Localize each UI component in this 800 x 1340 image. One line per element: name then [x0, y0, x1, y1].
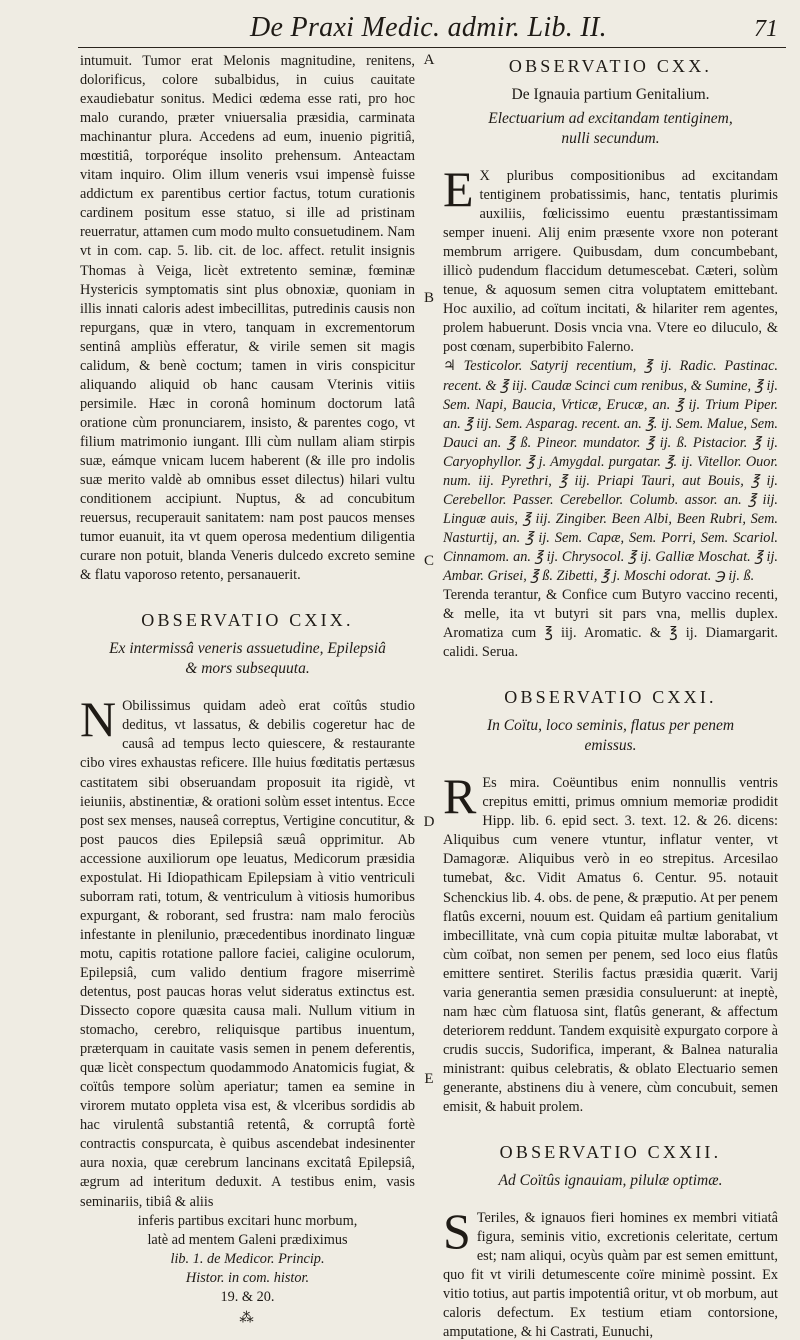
observation-122-text: Teriles, & ignauos fieri homines ex membri vitiatâ figura, seminis vitio, excretionis celeritate, certum est; nam aliqui, ocyùs quàm par est semen emittunt, quo fit vt virili detumescente coïre minimè possint. Ex vitio totius, aut partis impotentiâ oritur, vt ob morbum, aut caloris defectum. Ex testium etiam contorsione, amputatione, & hi Castrati, Eunuchi, [443, 1210, 778, 1340]
observation-121-subtitle-line1: In Coïtu, loco seminis, flatus per penem [486, 717, 735, 735]
observation-120-body [443, 161, 778, 357]
observation-122-dropcap: S [443, 1203, 471, 1260]
observation-120-text: X pluribus compositionibus ad excitandam tentiginem probatissimis, hanc, tentatis plurimis auxiliis, fœlicissimo euentu præstantissimam semper inueni. Alij enim præsente vxore non poterant membrum arrigere. Quibusdam, dum concumbebant, illicò pudendum flaccidum detumescebat. Cæteri, solùm tenue, & aquosum semen citra voluptatem emittebant. Hoc auxilio, ad coïtum incitati, & hilariter rem agentes, prolem habuerunt. Dosis vncia vna. Vtere eo diluculo, & post cœnam, superbibito Falerno. [443, 168, 778, 356]
observation-121-subtitle-line2: emissus. [584, 737, 637, 755]
running-head: De Praxi Medic. admir. Lib. II. [250, 12, 607, 43]
observation-121-body [443, 768, 778, 1117]
observation-120-subtitle-line1: Electuarium ad excitandam tentiginem, [488, 110, 733, 127]
margin-letter-c: C [423, 553, 434, 569]
margin-letter-a: A [423, 52, 435, 68]
citation-line-4: Histor. in com. histor. [185, 1269, 310, 1286]
citation-line-3: lib. 1. de Medicor. Princip. [170, 1250, 325, 1267]
citation-line-1: inferis partibus excitari hunc morbum, [137, 1212, 358, 1229]
observation-120-heading: OBSERVATIO CXX. [508, 56, 713, 76]
observation-119-body [80, 691, 415, 1211]
observation-119-subtitle-line1: Ex intermissâ veneris assuetudine, Epilepsiâ [109, 640, 386, 658]
observation-119-subtitle-line2: & mors subsequuta. [185, 660, 310, 678]
observation-122-heading: OBSERVATIO CXXII. [499, 1142, 722, 1163]
page-number: 71 [754, 16, 778, 42]
observation-119-citation [80, 1212, 415, 1307]
observation-122-subtitle: Ad Coïtûs ignauiam, pilulæ optimæ. [498, 1172, 723, 1190]
left-column [80, 52, 415, 1328]
observation-119-text: Obilissimus quidam adeò erat coïtûs studio deditus, vt lassatus, & debilis cogeretur hac de causâ ad tempus lecto quiescere, & restaurante cibo vires exhaustas reficere. Ille huius fœditatis pertæsus castitatem sibi obseruandam proposuit ita rigidè, vt ieiuniis, abstinentiæ, & orationi solùm esset intentus. Ecce post sex menses, nauseâ correptus, Vertigine concutitur, & post paucos dies Epilepsiâ sæuâ opprimitur. Ab accessione auxiliorum ope leuatus, Medicorum præsidia expostulat. Hi Idiopathicam Epilepsiam à vitio ventriculi suborram rati, totum, & ventriculum à vitiosis humoribus expurgant, & roborant, sed frustra: nam malo ferociùs infestante in plenilunio, præcedentibus inordinato linguæ motu, capitis rotatione pallore faciei, caligine oculorum, Epilepsiâ, cum valido dentium fragore miserrimè detentus, post paucas horas velut sideratus extinctus est. Dissecto copore quæsita causa mali. Nullum vitium in stomacho, cerebro, reliquisque partibus inuentum, præterquam in cauitate vasis semen in penem deferentis, quæ licèt conspectum quodammodo Anatomicis fugiat, & coïtûs tempore solùm aperiatur; tamen ea semine in virorem mutato oppleta visa est, & vlceribus sordidis ab hac virulentâ substantiâ retentâ, & corruptâ fortè contractis conspurcata, è quibus ascendebat indesinenter aura noxia, quæ cerebrum lancinans excitatâ Epilepsiâ, ægrum ad interitum deduxit. A testibus enim, vasis seminariis, tibiâ & aliis [80, 698, 415, 1210]
observation-120-directions: Terenda terantur, & Confice cum Butyro vaccino recenti, & melle, ita vt butyri sit pars vna, mellis duplex. Aromatiza cum ℥ iij. Aromatic. & ℥ ij. Diamargarit. calidi. Serua. [443, 587, 778, 661]
right-column [443, 52, 778, 1340]
observation-121-dropcap: R [443, 768, 477, 825]
observation-120-dropcap: E [443, 161, 474, 217]
observation-119-subtitle [80, 639, 415, 679]
observation-120-title: De Ignauia partium Genitalium. [511, 86, 710, 103]
margin-letter-d: D [423, 814, 435, 830]
observation-119-heading: OBSERVATIO CXIX. [141, 610, 354, 631]
observation-121-heading: OBSERVATIO CXXI. [504, 687, 717, 708]
observation-122-body [443, 1203, 778, 1340]
header-rule [78, 47, 786, 48]
observation-119-dropcap: N [80, 691, 117, 748]
observation-120-subtitle-line2: nulli secundum. [561, 130, 660, 147]
margin-letter-b: B [423, 290, 434, 306]
observation-120-recipe: ♃ Testicolor. Satyrij recentium, ℥ ij. Radic. Pastinac. recent. & ℥ iij. Caudæ Scinci cum renibus, & Sumine, ℥ ij. Sem. Napi, Baucia, Vrticæ, Erucæ, an. ℥ ij. Trium Piper. an. ℥ iij. Sem. Asparag. recent. an. ℥. ij. Sem. Malue, Sem. Dauci an. ℥ ß. Pineor. mundator. ℥ ij. ß. Pistacior. ℥ ij. Caryophyllor. ℥ j. Amygdal. purgatar. ℥. ij. Vitellor. Ouor. num. iij. Pyrethri, ℥ iij. Priapi Tauri, aut Bouis, ℥ ij. Cerebellor. Passer. Cerebellor. Columb. assor. an. ℥ iij. Linguæ auis, ℥ iij. Zingiber. Been Albi, Been Rubri, Sem. Nasturtij, an. ℥ ij. Sem. Capæ, Sem. Porri, Sem. Scariol. Cinnamom. an. ℥ ij. Chrysocol. ℥ ij. Galliæ Moschat. ℥ ij. Ambar. Grisei, ℥ ß. Zibetti, ℥ j. Moschi odorat. ℈ ij. ß. [443, 358, 778, 584]
asterism-ornament: ⁂ [239, 1309, 256, 1326]
citation-line-2: latè ad mentem Galeni prædiximus [147, 1231, 348, 1248]
margin-letter-e: E [424, 1071, 434, 1087]
continuation-paragraph: intumuit. Tumor erat Melonis magnitudine, renitens, dolorificus, colore subalbidus, in cuius cauitate exaudiebatur sonitus. Medici œdema esse rati, pro hoc malo curando, præter vniuersalia præsidia, carminata machinantur plura. Accedens ad eum, inuenio pigritiâ, mœstitiâ, torporéque insolito prehensum. Anteactam vitam inquiro. Olim illum veneris vsui impensè fuisse addictum ex parentibus certior factus, totum curationis cardinem positum esse statuo, si ille ad pristinam reuerratur, attamen cum modo multo consuetudinem. Nam vt in com. cap. 5. lib. cit. de loc. affect. retulit insignis Thomas à Veiga, licèt extretento seminæ, fœminæ Hystericis symptomatis sint plus obnoxiæ, quoniam in illis innati caloris adest imbecillitas, putredinis causis non repurgans, quæ in vtero, tanquam in excrementorum sentinâ ampliùs efferatur, & virile semen sit magis calidum, & benè coctum; tamen in viris conspicitur aliquando aliquid ob hanc causam Vterinis vitiis persimile. Hæc in coronâ hominum doctorum latâ oratione cùm pronunciarem, insisto, & parentes cogo, vt filium matrimonio iungant. Illi cùm nullam aliam stirpis suæ, eámque vnicam lucem haberent (& ille pro indolis suæ merito valdè ab omnibus esset dilectus) hilari vultu conditionem accipiunt. Nuptus, & ad concubitum reuersus, recuperauit sanitatem: nam post paucos menses tumor euanuit, ita vt quem operosa medentium diligentia curare non potuit, blanda Veneris dulcedo excreto semine & flatu vaporoso retento, persanauerit. [80, 53, 415, 584]
citation-line-5: 19. & 20. [220, 1288, 275, 1305]
observation-120-subtitle [443, 109, 778, 149]
observation-121-subtitle [443, 716, 778, 756]
observation-121-text: Es mira. Coëuntibus enim nonnullis ventris crepitus emitti, primus omnium memoriæ prodidit Hipp. lib. 6. epid sect. 3. text. 12. & 26. dicens: Aliquibus cum venere vtuntur, inflatur venter, vt Damagoræ. Aliquibus verò in eo strepitus. Arcesilao tumebat, &c. Vidit Amatus 6. Centur. 95. notauit Schenckius lib. 4. obs. de pene, & præputio. At per penem flatûs excerni, nouum est. Quidam eâ partium genitalium imbecillitate, vnà cum copia pituitæ multæ laborabat, vt cùm coïbat, non semen per penem, sed loco eius flatûs emittere sentiret. Sterilis factus præsidia quærit. Varij varia generantia semen præsidia consuluerunt: at ineptè, nam hæc cùm flatuosa sint, flatûs generant, & affectum deteriorem reddunt. Tandem exquisitè expurgato corpore à crudis succis, Sudorifica, imperant, & Balnea naturalia ministrant: quibus celebratis, & oblato Electuario semen generante, abstinens diu à venere, cùm concubuit, semen emisit, & habuit prolem. [443, 775, 778, 1116]
